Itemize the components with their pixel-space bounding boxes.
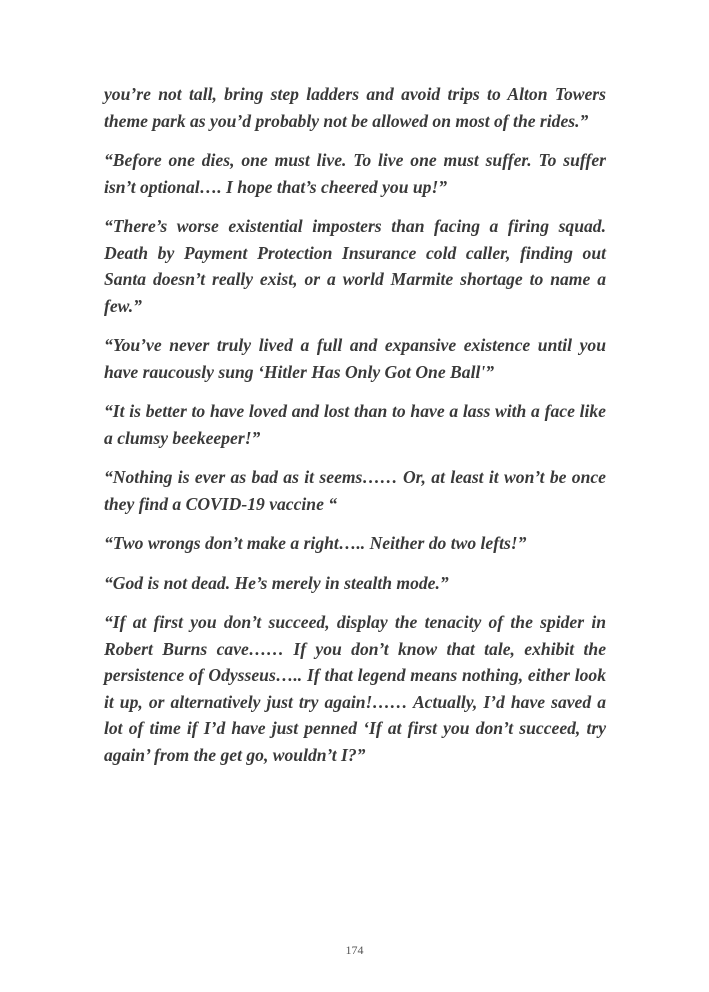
- paragraph-5: “It is better to have loved and lost than to have a lass with a face like a clumsy beekeeper!”: [104, 401, 606, 448]
- paragraph-7: “Two wrongs don’t make a right….. Neither do two lefts!”: [104, 533, 527, 553]
- paragraph-3: “There’s worse existential imposters than facing a firing squad. Death by Payment Protection Insurance cold caller, finding out Santa doesn’t really exist, or a world Marmite shortage to name a few.”: [104, 216, 606, 316]
- paragraph-8: “God is not dead. He’s merely in stealth mode.”: [104, 572, 449, 593]
- paragraph-2: “Before one dies, one must live. To live one must suffer. To suffer isn’t optional…. I hope that’s cheered you up!”: [104, 150, 606, 197]
- paragraph-1: you’re not tall, bring step ladders and avoid trips to Alton Towers theme park as you’d probably not be allowed on most of the rides.”: [104, 84, 606, 131]
- paragraph-6: “Nothing is ever as bad as it seems…… Or, at least it won’t be once they find a COVID-19 vaccine “: [104, 467, 606, 514]
- page-number: 174: [345, 943, 364, 957]
- paragraph-9: “If at first you don’t succeed, display the tenacity of the spider in Robert Burns cave…… If you don’t know that tale, exhibit the persistence of Odysseus….. If that legend means nothing, either look it up, or alternatively just try again!…… Actually, I’d have saved a lot of time if I’d have just penned ‘If at first you don’t succeed, try again’ from the get go, wouldn’t I?”: [104, 612, 606, 765]
- paragraph-4: “You’ve never truly lived a full and expansive existence until you have raucously sung ‘Hitler Has Only Got One Ball'”: [104, 335, 606, 382]
- page-body: [104, 81, 606, 781]
